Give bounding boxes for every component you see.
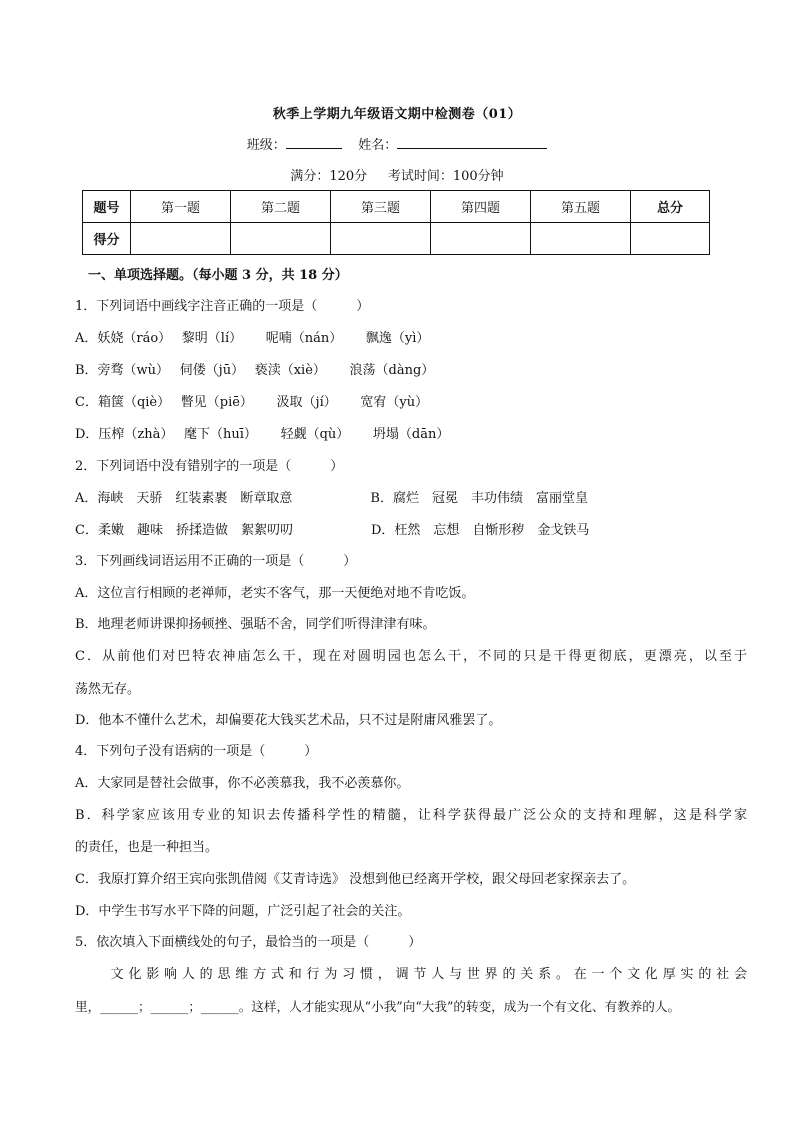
- question-1-option-c: C．箱箧（qiè） 瞥见（piē） 汲取（jí） 宽宥（yù）: [75, 395, 429, 410]
- question-3-option-d: D．他本不懂什么艺术，却偏要花大钱买艺术品，只不过是附庸风雅罢了。: [75, 713, 502, 728]
- question-5-stem: 5．依次填入下面横线处的句子，最恰当的一项是（ ）: [75, 935, 422, 950]
- question-5-passage-line1: 文化影响人的思维方式和行为习惯，调节人与世界的关系。在一个文化厚实的社会: [75, 967, 747, 982]
- score-label: 得分: [83, 223, 131, 255]
- score-cell-total[interactable]: [631, 223, 710, 255]
- exam-title: 秋季上学期九年级语文期中检测卷（01）: [272, 107, 522, 122]
- question-3-stem: 3．下列画线词语运用不正确的一项是（ ）: [75, 554, 357, 569]
- score-cell-3[interactable]: [331, 223, 431, 255]
- score-cell-5[interactable]: [531, 223, 631, 255]
- question-4-option-c: C．我原打算介绍王宾向张凯借阅《艾青诗选》 没想到他已经离开学校，跟父母回老家探亲去了。: [75, 872, 636, 887]
- question-1-header: 第一题: [131, 191, 231, 223]
- question-number-header: 题号: [83, 191, 131, 223]
- score-table-header-row: [83, 191, 710, 223]
- question-4-option-b-line2: 的责任，也是一种担当。: [75, 840, 219, 855]
- question-1-option-b: B．旁骛（wù） 伺偻（jū） 亵渎（xiè） 浪荡（dàng）: [75, 363, 435, 378]
- score-table: [82, 190, 710, 255]
- exam-meta-row: [0, 165, 794, 184]
- question-1-option-a: A．妖娆（ráo） 黎明（lí） 呢喃（nán） 飘逸（yì）: [75, 331, 430, 346]
- exam-time: 考试时间：100分钟: [387, 169, 504, 184]
- question-5-passage-line2: 里，______；______；______。这样，人才能实现从“小我”向“大我”的转变，成为一个有文化、有教养的人。: [75, 999, 681, 1014]
- question-3-option-a: A．这位言行相顾的老禅师，老实不客气，那一天便绝对地不肯吃饭。: [75, 586, 475, 601]
- question-4-option-a: A．大家同是替社会做事，你不必羡慕我，我不必羡慕你。: [75, 776, 410, 791]
- question-5-header: 第五题: [531, 191, 631, 223]
- question-2-stem: 2．下列词语中没有错别字的一项是（ ）: [75, 459, 344, 474]
- student-info-row: [0, 134, 794, 153]
- question-3-header: 第三题: [331, 191, 431, 223]
- question-2-options-cd: C．柔嫩 趣味 挢揉造做 絮絮叨叨 D．枉然 忘想 自惭形秽 金戈铁马: [75, 523, 590, 538]
- score-cell-2[interactable]: [231, 223, 331, 255]
- question-3-option-b: B．地理老师讲课抑扬顿挫、强聒不舍，同学们听得津津有味。: [75, 617, 436, 632]
- question-2-header: 第二题: [231, 191, 331, 223]
- question-1-stem: 1．下列词语中画线字注音正确的一项是（ ）: [75, 299, 370, 314]
- question-4-stem: 4．下列句子没有语病的一项是（ ）: [75, 744, 318, 759]
- question-1-option-d: D．压榨（zhà） 麾下（huī） 轻觑（qù） 坍塌（dān）: [75, 427, 450, 442]
- score-cell-4[interactable]: [431, 223, 531, 255]
- class-blank[interactable]: [286, 136, 342, 149]
- full-score: 满分：120分: [290, 169, 368, 184]
- total-header: 总分: [631, 191, 710, 223]
- question-3-option-c-line1: C．从前他们对巴特农神庙怎么干，现在对圆明园也怎么干，不同的只是干得更彻底，更漂亮，以至于: [75, 649, 747, 664]
- question-3-option-c-line2: 荡然无存。: [75, 682, 141, 697]
- question-2-options-ab: A．海峡 天骄 红装素裹 断章取意 B．腐烂 冠冕 丰功伟绩 富丽堂皇: [75, 491, 588, 506]
- question-4-header: 第四题: [431, 191, 531, 223]
- score-cell-1[interactable]: [131, 223, 231, 255]
- question-4-option-b-line1: B．科学家应该用专业的知识去传播科学性的精髓，让科学获得最广泛公众的支持和理解，这是科学家: [75, 808, 747, 823]
- name-label: 姓名：: [358, 138, 398, 153]
- section-heading: 一、单项选择题。（每小题 3 分，共 18 分）: [88, 268, 348, 283]
- class-label: 班级：: [246, 138, 286, 153]
- question-4-option-d: D．中学生书写水平下降的问题，广泛引起了社会的关注。: [75, 904, 411, 919]
- score-table-score-row: [83, 223, 710, 255]
- name-blank[interactable]: [397, 136, 547, 149]
